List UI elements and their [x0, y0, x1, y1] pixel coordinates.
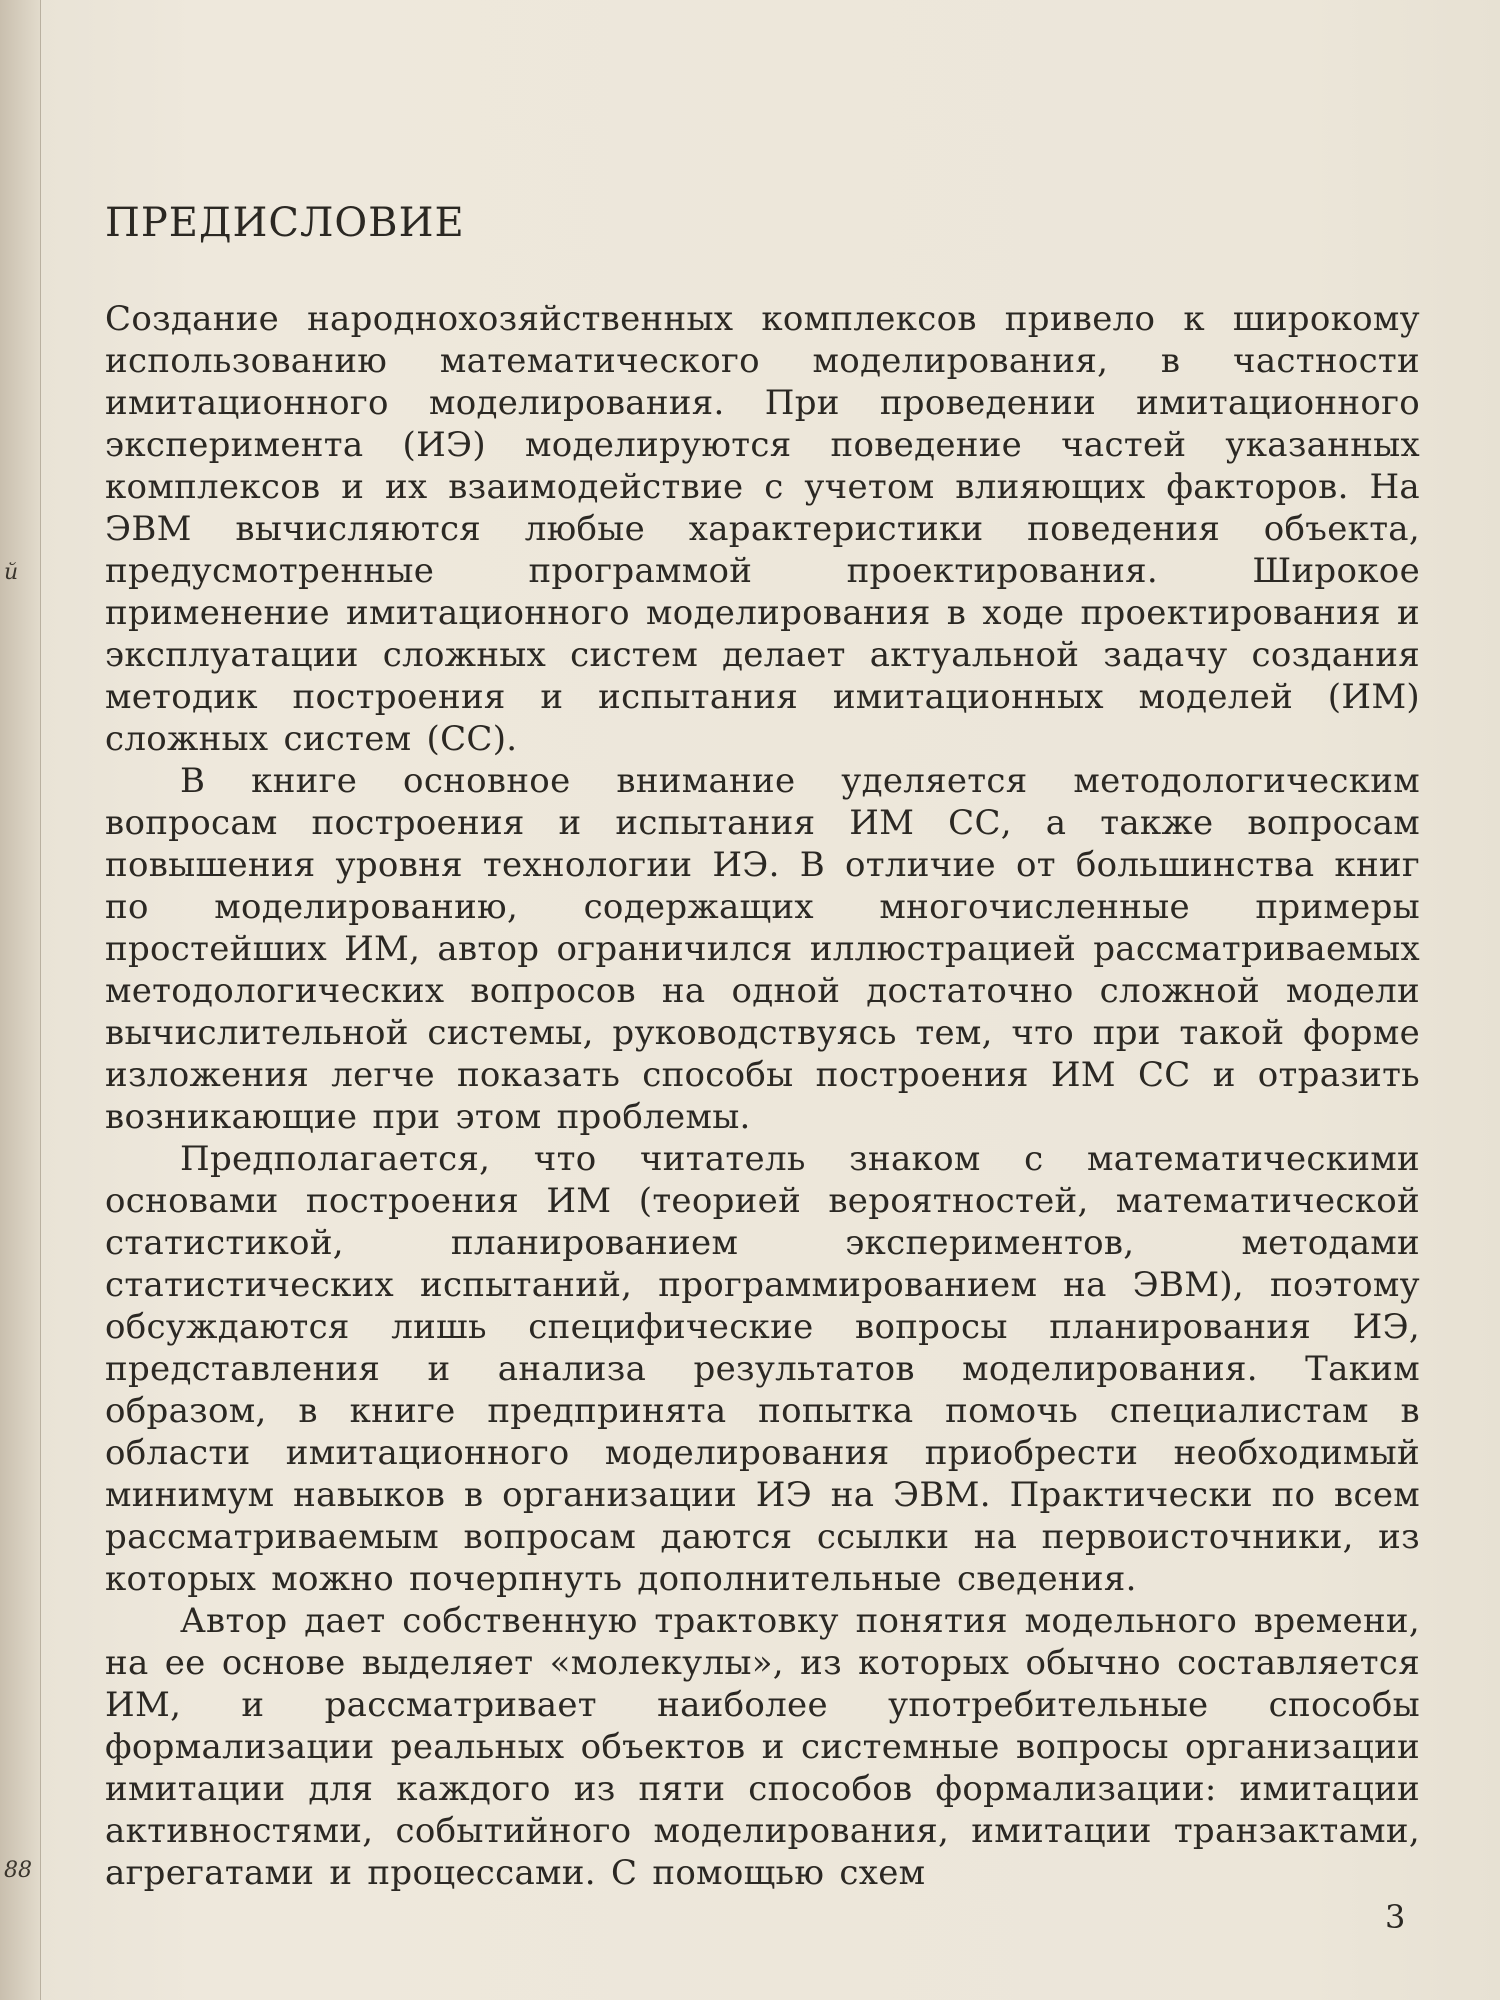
page-title: ПРЕДИСЛОВИЕ	[105, 200, 465, 246]
body-text	[105, 298, 1420, 1894]
paragraph: Создание народнохозяйственных комплексов привело к широкому использованию математического моделирования, в частности имитационного моделирования. При проведении имитационного эксперимента (ИЭ) моделируются поведение частей указанных комплексов и их взаимодействие с учетом влияющих факторов. На ЭВМ вычисляются любые характеристики поведения объекта, предусмотренные программой проектирования. Широкое применение имитационного моделирования в ходе проектирования и эксплуатации сложных систем делает актуальной задачу создания методик построения и испытания имитационных моделей (ИМ) сложных систем (СС).	[105, 299, 1420, 759]
paragraph: Автор дает собственную трактовку понятия модельного времени, на ее основе выделяет «молекулы», из которых обычно составляется ИМ, и рассматривает наиболее употребительные способы формализации реальных объектов и системные вопросы организации имитации для каждого из пяти способов формализации: имитации активностями, событийного моделирования, имитации транзактами, агрегатами и процессами. С помощью схем	[105, 1601, 1420, 1893]
page-gutter	[0, 0, 41, 2000]
page-number: 3	[1385, 1898, 1406, 1936]
paragraph: Предполагается, что читатель знаком с математическими основами построения ИМ (теорией вероятностей, математической статистикой, планированием экспериментов, методами статистических испытаний, программированием на ЭВМ), поэтому обсуждаются лишь специфические вопросы планирования ИЭ, представления и анализа результатов моделирования. Таким образом, в книге предпринята попытка помочь специалистам в области имитационного моделирования приобрести необходимый минимум навыков в организации ИЭ на ЭВМ. Практически по всем рассматриваемым вопросам даются ссылки на первоисточники, из которых можно почерпнуть дополнительные сведения.	[105, 1139, 1420, 1599]
gutter-mark: й	[4, 560, 19, 585]
paragraph: В книге основное внимание уделяется методологическим вопросам построения и испытания ИМ СС, а также вопросам повышения уровня технологии ИЭ. В отличие от большинства книг по моделированию, содержащих многочисленные примеры простейших ИМ, автор ограничился иллюстрацией рассматриваемых методологических вопросов на одной достаточно сложной модели вычислительной системы, руководствуясь тем, что при такой форме изложения легче показать способы построения ИМ СС и отразить возникающие при этом проблемы.	[105, 761, 1420, 1137]
gutter-mark: 88	[4, 1858, 32, 1883]
